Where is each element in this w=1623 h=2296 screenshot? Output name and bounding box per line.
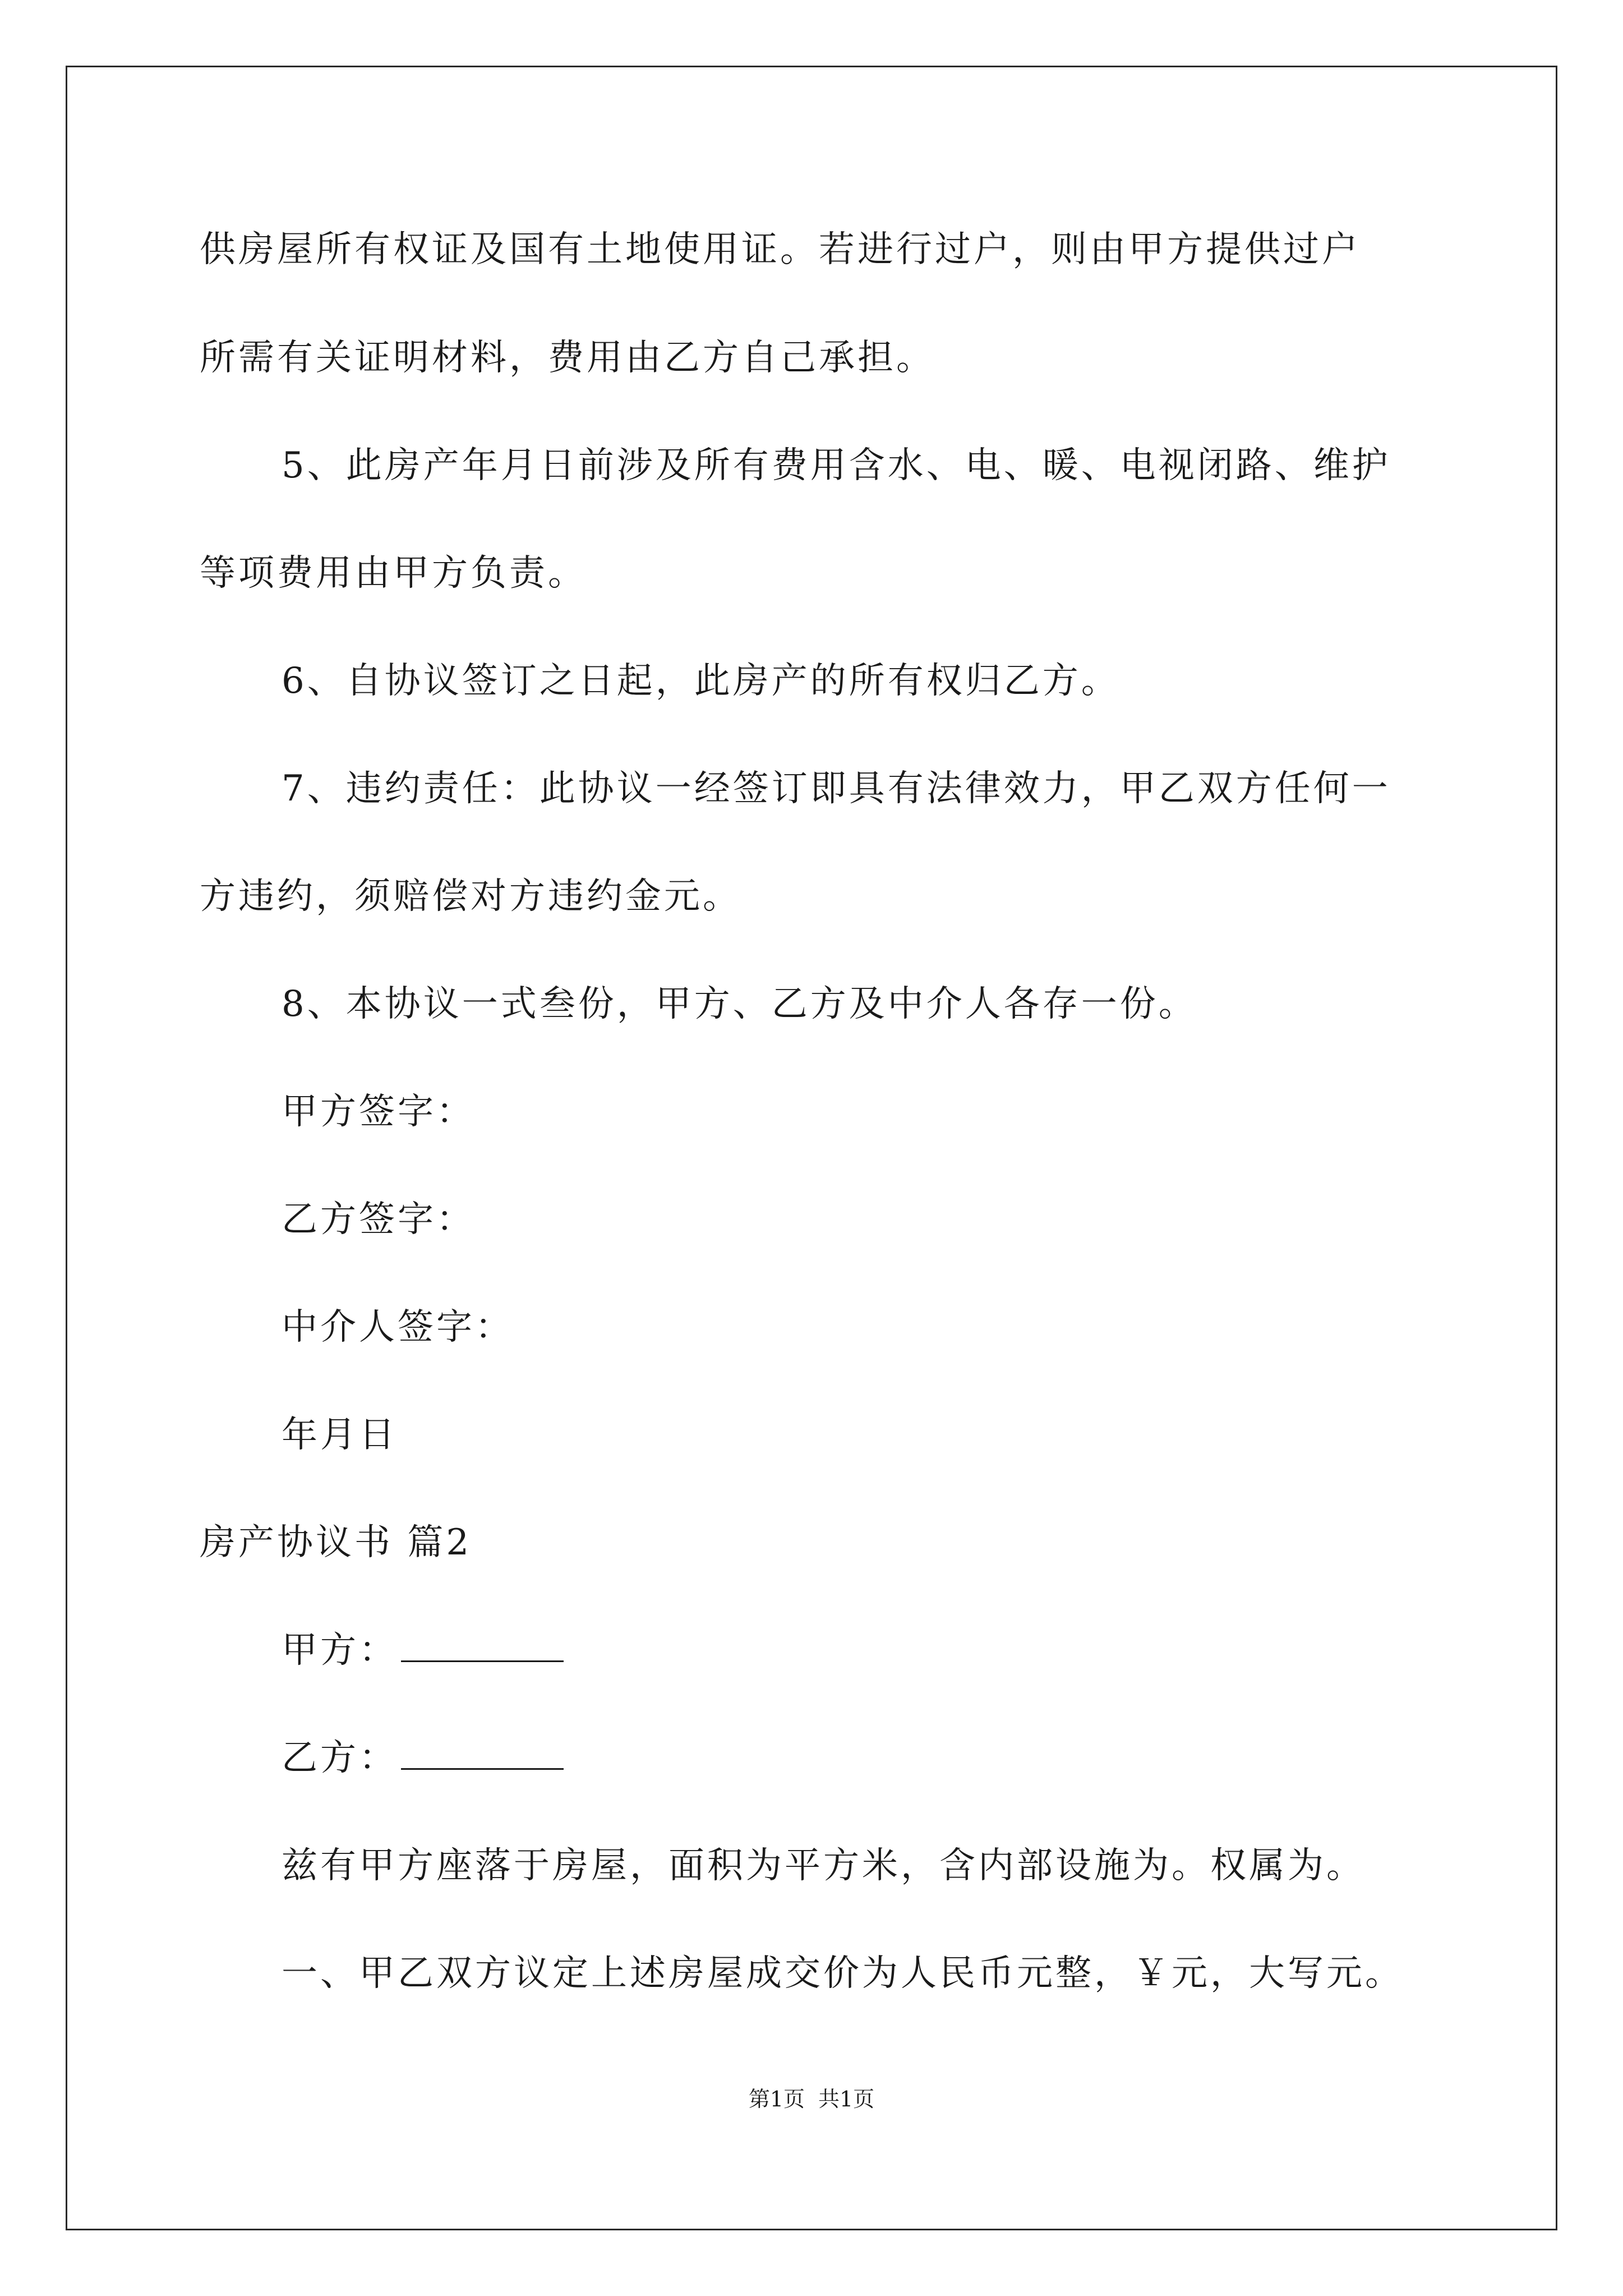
clause-6: 6、自协议签订之日起，此房产的所有权归乙方。 xyxy=(282,660,1120,702)
section-title: 房产协议书 篇2 xyxy=(200,1522,472,1563)
party-a-signature-label: 甲方签字： xyxy=(282,1091,475,1133)
clause-price: 一、甲乙双方议定上述房屋成交价为人民币元整，￥元，大写元。 xyxy=(282,1953,1404,1994)
party-a-field xyxy=(282,1628,564,1673)
agent-signature-label: 中介人签字： xyxy=(282,1306,514,1348)
paragraph-line: 所需有关证明材料，费用由乙方自己承担。 xyxy=(200,337,935,379)
property-description: 兹有甲方座落于房屋，面积为平方米，含内部设施为。权属为。 xyxy=(282,1845,1365,1887)
page-total: 共1页 xyxy=(818,2087,875,2111)
paragraph-line: 等项费用由甲方负责。 xyxy=(200,553,587,594)
page-footer xyxy=(0,2086,1623,2113)
clause-8: 8、本协议一式叁份，甲方、乙方及中介人各存一份。 xyxy=(282,983,1197,1025)
paragraph-line: 方违约，须赔偿对方违约金元。 xyxy=(200,876,741,917)
party-b-field xyxy=(282,1736,564,1780)
page-current: 第1页 xyxy=(748,2087,805,2111)
party-b-label: 乙方： xyxy=(282,1737,398,1779)
paragraph-line: 供房屋所有权证及国有土地使用证。若进行过户，则由甲方提供过户 xyxy=(200,229,1361,270)
page-border xyxy=(66,66,1557,2230)
party-b-signature-label: 乙方签字： xyxy=(282,1199,475,1240)
clause-7: 7、违约责任：此协议一经签订即具有法律效力，甲乙双方任何一 xyxy=(282,768,1391,809)
date-line: 年月日 xyxy=(282,1414,398,1456)
party-a-blank xyxy=(401,1631,564,1662)
party-a-label: 甲方： xyxy=(282,1630,398,1671)
clause-5: 5、此房产年月日前涉及所有费用含水、电、暖、电视闭路、维护 xyxy=(282,445,1391,486)
party-b-blank xyxy=(401,1739,564,1770)
